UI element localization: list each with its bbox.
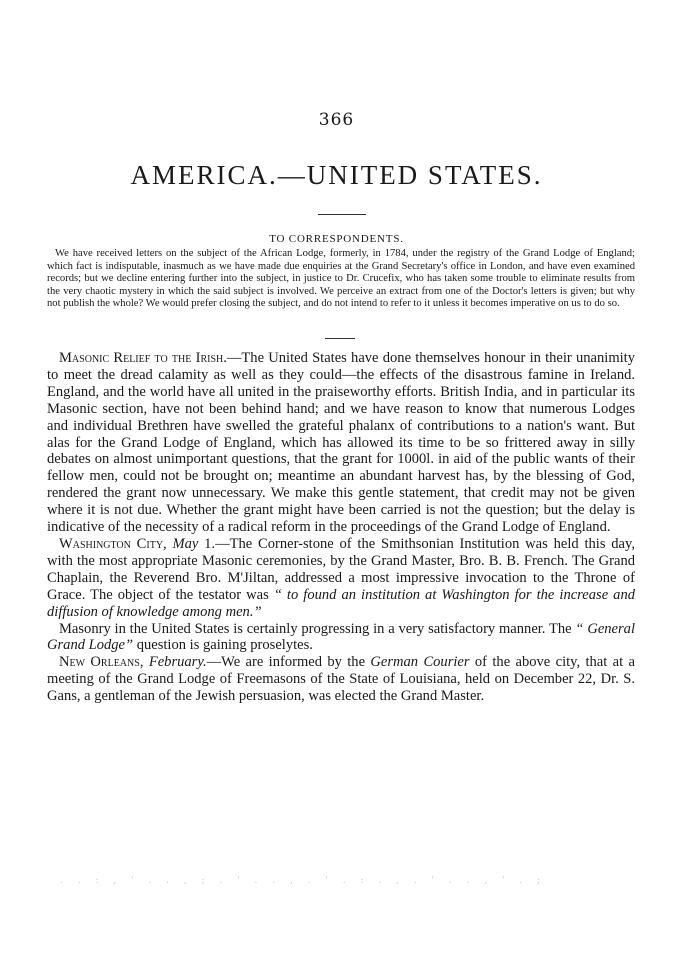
- paragraph-text: —We are informed by the: [206, 654, 371, 671]
- paragraph-text: Masonry in the United States is certainly progressing in a very satisfactory manner. The: [59, 620, 576, 637]
- newspaper-name: German Courier: [370, 654, 470, 671]
- paragraph-new-orleans: [47, 654, 635, 705]
- paragraph-quote: “ General Grand Lodge”: [47, 620, 635, 654]
- page-title: AMERICA.—UNITED STATES.: [130, 160, 543, 190]
- correspondents-notice: We have received letters on the subject of the African Lodge, formerly, in 1784, under the registry of the Grand Lodge of England; which fact is indisputable, inasmuch as we have made due enquiries at the Grand Secretary's office in London, and have even examined records; but we decline entering further into the subject, in justice to Dr. Crucefix, who has taken some trouble to eliminate results from the very chaotic mystery in which the said subject is involved. We perceive an extract from one of the Doctor's letters is given; but why not publish the whole? We would prefer closing the subject, and do not intend to refer to it unless it becomes imperative on us to do so.: [47, 248, 635, 310]
- paragraph-heading: Masonic Relief to the Irish.: [59, 350, 227, 366]
- paragraph-text: —The United States have done themselves honour in their unanimity to meet the dread calamity as well as they could—the effects of the disastrous famine in Ireland. England, and the world have all united in the praiseworthy efforts. British India, and in particular its Masonic section, have not been behind hand; and we have reason to know that numerous Lodges and individual Brethren have swelled the grateful phalanx of contributions to a nation's want. But alas for the Grand Lodge of England, which has allowed its time to be so frittered away in silly debates on almost unimportant questions, that the grant for 1000l. in aid of the public wants of their fellow men, could not be brought on; meantime an abundant harvest has, by the blessing of God, rendered the grant now unnecessary. We make this gentle statement, that credit may not be given where it is not due. Whether the grant might have been carried is not the question; but the delay is indicative of the necessity of a radical reform in the proceedings of the Grand Lodge of England.: [47, 350, 635, 536]
- page-number: 366: [318, 110, 355, 130]
- paragraph-quote: “ to found an institution at Washington for the increase and diffusion of knowledge among men.”: [47, 586, 636, 620]
- paragraph-masonic-relief: [47, 350, 635, 536]
- paragraph-date: February.: [148, 654, 207, 671]
- title-divider: [318, 214, 366, 215]
- paragraph-heading: New Orleans,: [59, 654, 144, 671]
- paragraph-date: May: [172, 535, 199, 552]
- article-body: [47, 350, 635, 705]
- notice-divider: [325, 338, 355, 339]
- paragraph-heading: Washington City,: [59, 535, 167, 552]
- correspondents-heading: TO CORRESPONDENTS.: [269, 233, 404, 245]
- paragraph-masonry-progress: [47, 621, 635, 655]
- bleed-through-noise: . . : , ' . . , ; . ' . . , . ' . : . , . ' . . , ' . ;: [60, 876, 547, 886]
- paragraph-text: question is gaining proselytes.: [133, 637, 313, 654]
- paragraph-washington: [47, 536, 635, 621]
- paragraph-text: 1.—The Corner-stone of the Smithsonian Institution was held this day, with the most appropriate Masonic ceremonies, by the Grand Master, Bro. B. B. French. The Grand Chaplain, the Reverend Bro. M'Jiltan, addressed a most impressive invocation to the Throne of Grace. The object of the testator was: [47, 535, 635, 603]
- paragraph-text: of the above city, that at a meeting of the Grand Lodge of Freemasons of the State of Louisiana, held on December 22, Dr. S. Gans, a gentleman of the Jewish persuasion, was elected the Grand Master.: [47, 654, 635, 705]
